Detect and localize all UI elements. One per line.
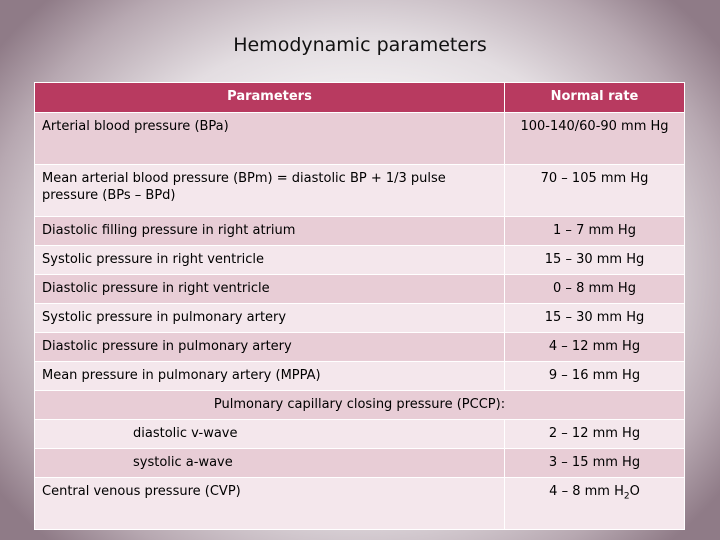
table-row	[35, 113, 685, 165]
value-cell: 15 – 30 mm Hg	[505, 246, 685, 275]
parameter-cell: systolic a-wave	[35, 449, 505, 478]
table-row	[35, 217, 685, 246]
value-cell: 15 – 30 mm Hg	[505, 304, 685, 333]
table-row	[35, 333, 685, 362]
table-header-row	[35, 83, 685, 113]
parameter-cell: Diastolic filling pressure in right atrium	[35, 217, 505, 246]
parameter-cell: Arterial blood pressure (BPa)	[35, 113, 505, 165]
table-row	[35, 420, 685, 449]
section-heading-pccp: Pulmonary capillary closing pressure (PCCP):	[35, 391, 685, 420]
parameter-cell: diastolic v-wave	[35, 420, 505, 449]
value-text-tail: O	[629, 484, 640, 499]
value-cell: 3 – 15 mm Hg	[505, 449, 685, 478]
hemodynamic-parameters-table	[34, 82, 685, 530]
parameter-cell: Mean arterial blood pressure (BPm) = diastolic BP + 1/3 pulse pressure (BPs – BPd)	[35, 165, 505, 217]
value-cell: 0 – 8 mm Hg	[505, 275, 685, 304]
table-row	[35, 246, 685, 275]
table-row	[35, 478, 685, 530]
value-cell: 4 – 12 mm Hg	[505, 333, 685, 362]
parameter-cell: Central venous pressure (CVP)	[35, 478, 505, 530]
value-cell: 2 – 12 mm Hg	[505, 420, 685, 449]
value-text: 4 – 8 mm H	[549, 484, 624, 499]
value-cell: 1 – 7 mm Hg	[505, 217, 685, 246]
table-row	[35, 165, 685, 217]
value-cell: 100-140/60-90 mm Hg	[505, 113, 685, 165]
parameter-cell: Diastolic pressure in right ventricle	[35, 275, 505, 304]
parameter-cell: Systolic pressure in right ventricle	[35, 246, 505, 275]
column-header-parameters: Parameters	[35, 83, 505, 113]
section-row	[35, 391, 685, 420]
table-row	[35, 275, 685, 304]
parameter-cell: Mean pressure in pulmonary artery (MPPA)	[35, 362, 505, 391]
value-cell-cvp	[505, 478, 685, 530]
table-row	[35, 449, 685, 478]
table-row	[35, 304, 685, 333]
value-subscript: 2	[623, 491, 630, 502]
value-cell: 9 – 16 mm Hg	[505, 362, 685, 391]
column-header-normal-rate: Normal rate	[505, 83, 685, 113]
parameter-cell: Systolic pressure in pulmonary artery	[35, 304, 505, 333]
value-cell: 70 – 105 mm Hg	[505, 165, 685, 217]
table-row	[35, 362, 685, 391]
parameter-cell: Diastolic pressure in pulmonary artery	[35, 333, 505, 362]
slide-title: Hemodynamic parameters	[233, 34, 487, 56]
